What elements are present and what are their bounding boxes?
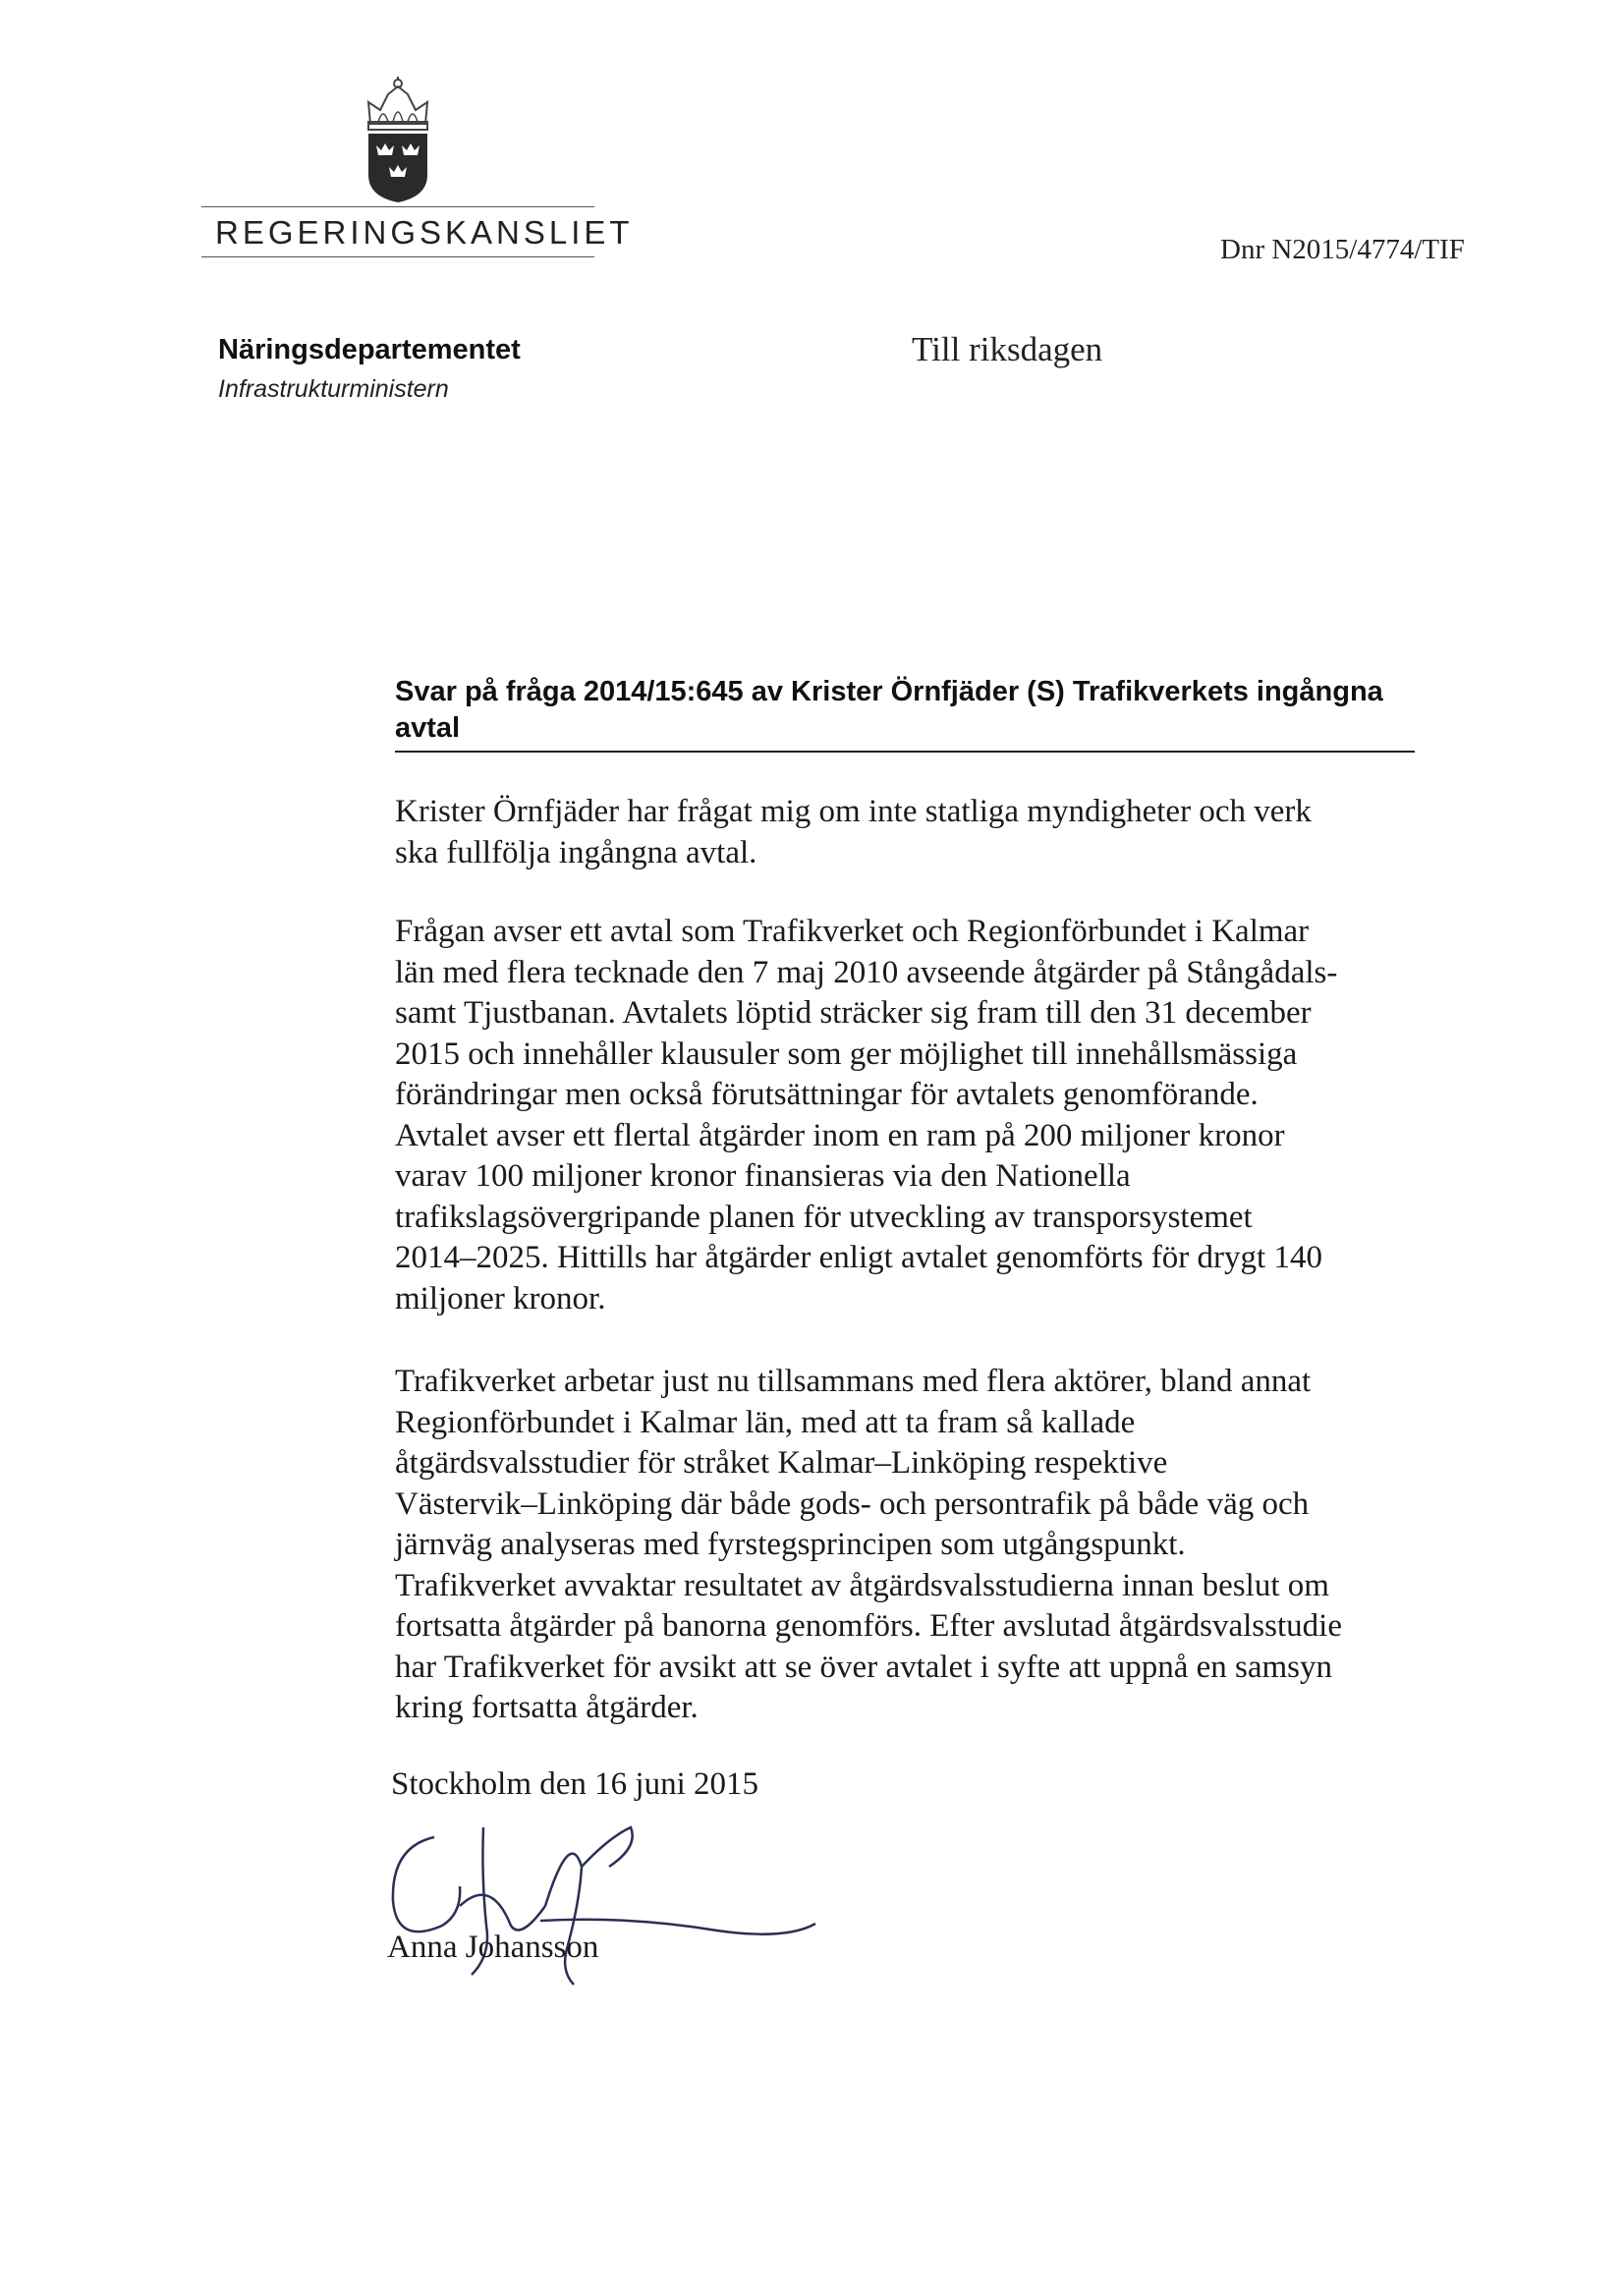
text-line: Frågan avser ett avtal som Trafikverket och Regionförbundet i Kalmar bbox=[395, 914, 1310, 949]
logo-rule-top bbox=[201, 206, 594, 207]
text-line: Avtalet avser ett flertal åtgärder inom en ram på 200 miljoner kronor bbox=[395, 1117, 1285, 1153]
text-line: har Trafikverket för avsikt att se över avtalet i syfte att uppnå en samsyn bbox=[395, 1649, 1332, 1685]
text-line: Västervik–Linköping där både gods- och persontrafik på både väg och bbox=[395, 1485, 1310, 1522]
text-line: fortsatta åtgärder på banorna genomförs. Efter avslutad åtgärdsvalsstudie bbox=[395, 1608, 1342, 1644]
minister-title: Infrastrukturministern bbox=[218, 375, 449, 403]
text-line: varav 100 miljoner kronor finansieras via den Nationella bbox=[395, 1158, 1131, 1194]
subject-heading bbox=[395, 674, 1417, 747]
paragraph-agreement bbox=[395, 912, 1436, 1319]
text-line: åtgärdsvalsstudier för stråket Kalmar–Linköping respektive bbox=[395, 1445, 1168, 1481]
text-line: 2014–2025. Hittills har åtgärder enligt avtalet genomförts för drygt 140 bbox=[395, 1240, 1322, 1275]
text-line: trafikslagsövergripande planen för utveckling av transporsystemet bbox=[395, 1199, 1253, 1235]
coat-of-arms-icon bbox=[359, 77, 437, 204]
subject-underline bbox=[395, 751, 1415, 753]
text-line: Trafikverket avvaktar resultatet av åtgärdsvalsstudierna innan beslut om bbox=[395, 1567, 1329, 1603]
logo-rule-bottom bbox=[201, 256, 594, 257]
text-line: län med flera tecknade den 7 maj 2010 avseende åtgärder på Stångådals- bbox=[395, 954, 1338, 990]
signatory-name: Anna Johansson bbox=[387, 1930, 599, 1965]
recipient: Till riksdagen bbox=[912, 330, 1103, 368]
government-logo bbox=[201, 77, 634, 263]
text-line: kring fortsatta åtgärder. bbox=[395, 1690, 699, 1725]
paragraph-question bbox=[395, 792, 1436, 873]
text-line: järnväg analyseras med fyrstegsprincipen som utgångspunkt. bbox=[395, 1527, 1186, 1562]
text-line: samt Tjustbanan. Avtalets löptid sträcker sig fram till den 31 december bbox=[395, 995, 1312, 1031]
text-line: ska fullfölja ingångna avtal. bbox=[395, 834, 757, 870]
department-name: Näringsdepartementet bbox=[218, 334, 521, 365]
reference-number: Dnr N2015/4774/TIF bbox=[1220, 234, 1465, 265]
place-and-date: Stockholm den 16 juni 2015 bbox=[391, 1766, 758, 1802]
text-line: Regionförbundet i Kalmar län, med att ta fram så kallade bbox=[395, 1404, 1136, 1440]
text-line: Krister Örnfjäder har frågat mig om inte statliga myndigheter och verk bbox=[395, 794, 1312, 829]
paragraph-studies bbox=[395, 1362, 1436, 1729]
subject-line: Svar på fråga 2014/15:645 av Krister Örnfjäder (S) Trafikverkets ingångna bbox=[395, 676, 1383, 707]
text-line: miljoner kronor. bbox=[395, 1280, 606, 1316]
text-line: 2015 och innehåller klausuler som ger möjlighet till innehållsmässiga bbox=[395, 1036, 1298, 1072]
text-line: Trafikverket arbetar just nu tillsammans med flera aktörer, bland annat bbox=[395, 1364, 1312, 1399]
logo-wordmark: REGERINGSKANSLIET bbox=[215, 214, 634, 251]
handwritten-signature bbox=[373, 1808, 825, 1994]
subject-line: avtal bbox=[395, 712, 461, 744]
text-line: förändringar men också förutsättningar för avtalets genomförande. bbox=[395, 1077, 1259, 1112]
